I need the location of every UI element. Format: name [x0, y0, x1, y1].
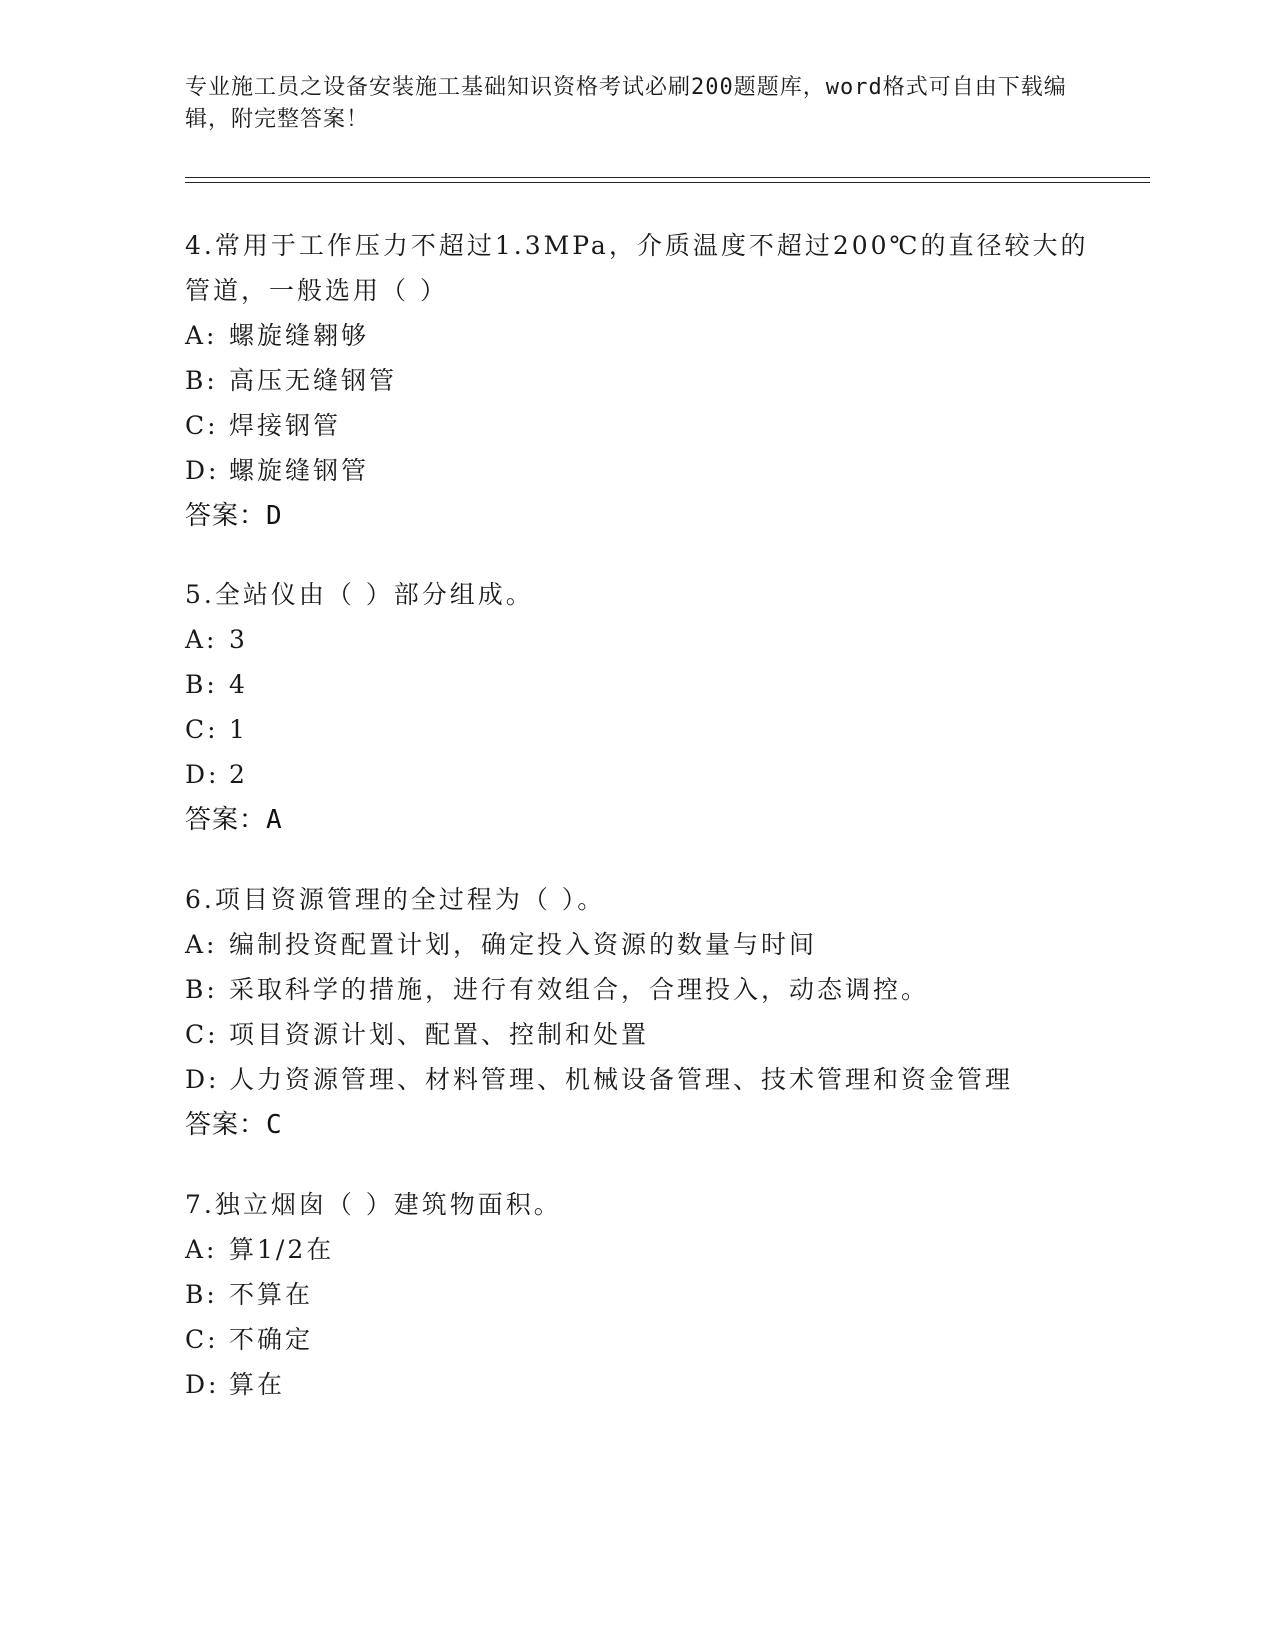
option-text: 4	[229, 670, 248, 699]
option-letter: A:	[185, 930, 218, 959]
option-c	[185, 1012, 1115, 1057]
option-c	[185, 403, 1115, 448]
option-text: 3	[229, 625, 248, 654]
option-text: 高压无缝钢管	[229, 366, 398, 395]
header-rule-bottom	[185, 182, 1150, 183]
option-text: 项目资源计划、配置、控制和处置	[229, 1020, 650, 1049]
question-stem: 5.全站仪由（ ）部分组成。	[185, 580, 534, 609]
option-letter: A:	[185, 1235, 218, 1264]
option-letter: B:	[185, 670, 218, 699]
option-b	[185, 1272, 1115, 1317]
option-c	[185, 1317, 1115, 1362]
option-d	[185, 1362, 1115, 1407]
option-letter: A:	[185, 321, 218, 350]
question-stem: 6.项目资源管理的全过程为（ ）。	[185, 885, 606, 914]
header-rule-top	[185, 177, 1150, 178]
option-a	[185, 1227, 1115, 1272]
option-b	[185, 358, 1115, 403]
answer-line: 答案：D	[185, 501, 283, 531]
option-d	[185, 752, 1115, 797]
question-6	[185, 877, 1115, 1148]
option-text: 算1/2在	[229, 1235, 335, 1264]
option-text: 人力资源管理、材料管理、机械设备管理、技术管理和资金管理	[229, 1065, 1014, 1094]
option-letter: D:	[185, 1370, 220, 1399]
option-text: 不算在	[229, 1280, 314, 1309]
option-text: 螺旋缝钢管	[229, 456, 370, 485]
option-letter: D:	[185, 1065, 220, 1094]
option-letter: C:	[185, 411, 219, 440]
option-text: 编制投资配置计划，确定投入资源的数量与时间	[229, 930, 818, 959]
option-c	[185, 707, 1115, 752]
option-text: 焊接钢管	[229, 411, 342, 440]
option-b	[185, 967, 1115, 1012]
question-stem: 4.常用于工作压力不超过1.3MPa，介质温度不超过200℃的直径较大的管道，一般选用（ ）	[185, 231, 1089, 305]
question-5	[185, 572, 1115, 843]
option-text: 螺旋缝翱够	[229, 321, 370, 350]
option-letter: C:	[185, 715, 219, 744]
option-text: 不确定	[229, 1325, 314, 1354]
option-text: 采取科学的措施，进行有效组合，合理投入，动态调控。	[229, 975, 930, 1004]
option-letter: B:	[185, 366, 218, 395]
option-a	[185, 922, 1115, 967]
answer-line: 答案：C	[185, 1110, 283, 1140]
option-b	[185, 662, 1115, 707]
answer-line: 答案：A	[185, 805, 283, 835]
option-a	[185, 617, 1115, 662]
option-letter: B:	[185, 1280, 218, 1309]
option-letter: A:	[185, 625, 218, 654]
option-d	[185, 448, 1115, 493]
document-header: 专业施工员之设备安装施工基础知识资格考试必刷200题题库，word格式可自由下载编辑，附完整答案！	[185, 75, 1067, 132]
question-4	[185, 223, 1115, 539]
option-text: 算在	[229, 1370, 286, 1399]
option-letter: D:	[185, 760, 220, 789]
option-letter: B:	[185, 975, 218, 1004]
option-text: 2	[229, 760, 248, 789]
option-letter: C:	[185, 1020, 219, 1049]
option-d	[185, 1057, 1115, 1102]
question-7	[185, 1182, 1115, 1407]
option-letter: C:	[185, 1325, 219, 1354]
option-letter: D:	[185, 456, 220, 485]
question-stem: 7.独立烟囱（ ）建筑物面积。	[185, 1190, 562, 1219]
option-text: 1	[229, 715, 248, 744]
option-a	[185, 313, 1115, 358]
